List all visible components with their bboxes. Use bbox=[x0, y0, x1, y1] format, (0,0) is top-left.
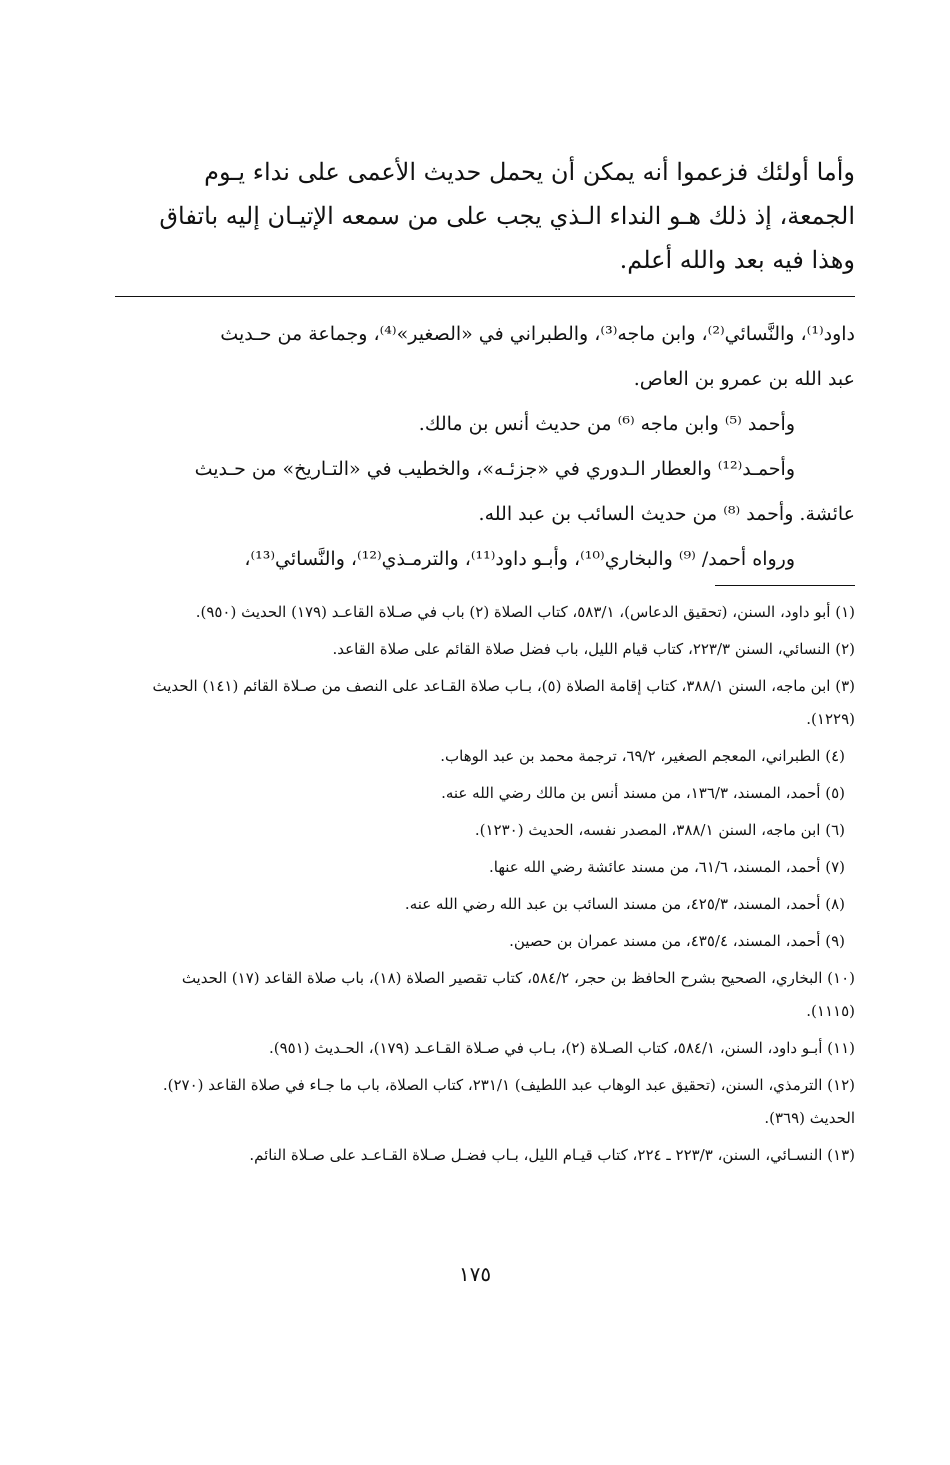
footnote-text: النسائي، السنن ٢٢٣/٣، كتاب قيام الليل، باب فضل صلاة القائم على صلاة القاعد. bbox=[332, 640, 831, 658]
footnote bbox=[135, 633, 855, 666]
continuation-line: داود⁽¹⁾، والنَّسائي⁽²⁾، وابن ماجه⁽³⁾، والطبراني في «الصغير»⁽⁴⁾، وجماعة من حـديث bbox=[220, 323, 855, 345]
footnote-number: (٧) bbox=[825, 858, 845, 876]
footnote bbox=[135, 670, 855, 736]
footnote bbox=[135, 1069, 855, 1135]
footnote-text: الطبراني، المعجم الصغير، ٦٩/٢، ترجمة محمد بن عبد الوهاب. bbox=[440, 747, 821, 765]
footnote-number: (٩) bbox=[825, 932, 845, 950]
footnote bbox=[135, 851, 855, 884]
continuation-line: عبد الله بن عمرو بن العاص. bbox=[633, 368, 855, 390]
footnote-text: البخاري، الصحيح بشرح الحافظ بن حجر، ٥٨٤/٢، كتاب تقصير الصلاة (١٨)، باب صلاة القاعد (١٧) الحديث (١١١٥). bbox=[181, 969, 855, 1020]
footnotes bbox=[135, 596, 855, 1176]
footnote-number: (٣) bbox=[835, 677, 855, 695]
main-text bbox=[135, 150, 855, 282]
footnote bbox=[135, 888, 855, 921]
footnote-text: ابن ماجه، السنن ٣٨٨/١، كتاب إقامة الصلاة (٥)، بـاب صلاة القـاعد على النصف من صـلاة القائم (١٤١) الحديث (١٢٢٩). bbox=[152, 677, 855, 728]
continuation-line: ورواه أحمد/ ⁽⁹⁾ والبخاري⁽¹⁰⁾، وأبـو داود⁽¹¹⁾، والترمـذي⁽¹²⁾، والنَّسائي⁽¹³⁾، bbox=[244, 548, 795, 570]
footnote-text: أحمد، المسند، ٦١/٦، من مسند عائشة رضي الله عنها. bbox=[489, 858, 821, 876]
footnote bbox=[135, 777, 855, 810]
footnote bbox=[135, 596, 855, 629]
footnote-number: (١١) bbox=[827, 1039, 855, 1057]
footnote-rule bbox=[715, 585, 855, 586]
footnote bbox=[135, 814, 855, 847]
footnote-text: أبـو داود، السنن، ٥٨٤/١، كتاب الصـلاة (٢)، بـاب في صـلاة القـاعـد (١٧٩)، الحـديث (٩٥١). bbox=[268, 1039, 823, 1057]
main-line: وهذا فيه بعد والله أعلم. bbox=[619, 246, 855, 274]
footnote bbox=[135, 740, 855, 773]
continuation-line: وأحمـد⁽¹²⁾ والعطار الـدوري في «جزئـه»، والخطيب في «التـاريخ» من حـديث bbox=[194, 458, 795, 480]
footnote-number: (٤) bbox=[825, 747, 845, 765]
footnote-number: (١٣) bbox=[827, 1146, 855, 1164]
footnote-text: أحمد، المسند، ٤٢٥/٣، من مسند السائب بن عبد الله رضي الله عنه. bbox=[404, 895, 821, 913]
footnote-number: (١٢) bbox=[827, 1076, 855, 1094]
footnote-text: الترمذي، السنن، (تحقيق عبد الوهاب عبد اللطيف) ٢٣١/١، كتاب الصلاة، باب ما جـاء في صلاة القاعد (٢٧٠). الحديث (٣٦٩). bbox=[162, 1076, 855, 1127]
footnote-text: النسـائي، السنن، ٢٢٣/٣ ـ ٢٢٤، كتاب قيـام الليل، بـاب فضـل صـلاة القـاعـد على صـلاة النائم. bbox=[249, 1146, 823, 1164]
continuation-text bbox=[135, 312, 855, 582]
footnote-number: (١) bbox=[835, 603, 855, 621]
footnote-number: (٥) bbox=[825, 784, 845, 802]
page-number: ١٧٥ bbox=[458, 1262, 492, 1286]
footnote-text: أبو داود، السنن، (تحقيق الدعاس)، ٥٨٣/١، كتاب الصلاة (٢) باب في صـلاة القاعـد (١٧٩) الحديث (٩٥٠). bbox=[195, 603, 831, 621]
continuation-line: عائشة. وأحمد ⁽⁸⁾ من حديث السائب بن عبد الله. bbox=[478, 503, 855, 525]
footnote-text: ابن ماجه، السنن ٣٨٨/١، المصدر نفسه، الحديث (١٢٣٠). bbox=[474, 821, 821, 839]
footnote bbox=[135, 962, 855, 1028]
footnote bbox=[135, 1032, 855, 1065]
separator-rule bbox=[115, 296, 855, 297]
footnote-number: (١٠) bbox=[827, 969, 855, 987]
footnote-number: (٨) bbox=[825, 895, 845, 913]
main-line: وأما أولئك فزعموا أنه يمكن أن يحمل حديث الأعمى على نداء يـوم bbox=[204, 158, 855, 186]
footnote bbox=[135, 925, 855, 958]
footnote-text: أحمد، المسند، ١٣٦/٣، من مسند أنس بن مالك رضي الله عنه. bbox=[441, 784, 821, 802]
footnote-number: (٦) bbox=[825, 821, 845, 839]
continuation-line: وأحمد ⁽⁵⁾ وابن ماجه ⁽⁶⁾ من حديث أنس بن مالك. bbox=[418, 413, 795, 435]
footnote bbox=[135, 1139, 855, 1172]
main-line: الجمعة، إذ ذلك هـو النداء الـذي يجب على من سمعه الإتيـان إليه باتفاق bbox=[159, 202, 855, 230]
footnote-text: أحمد، المسند، ٤٣٥/٤، من مسند عمران بن حصين. bbox=[509, 932, 821, 950]
footnote-number: (٢) bbox=[835, 640, 855, 658]
